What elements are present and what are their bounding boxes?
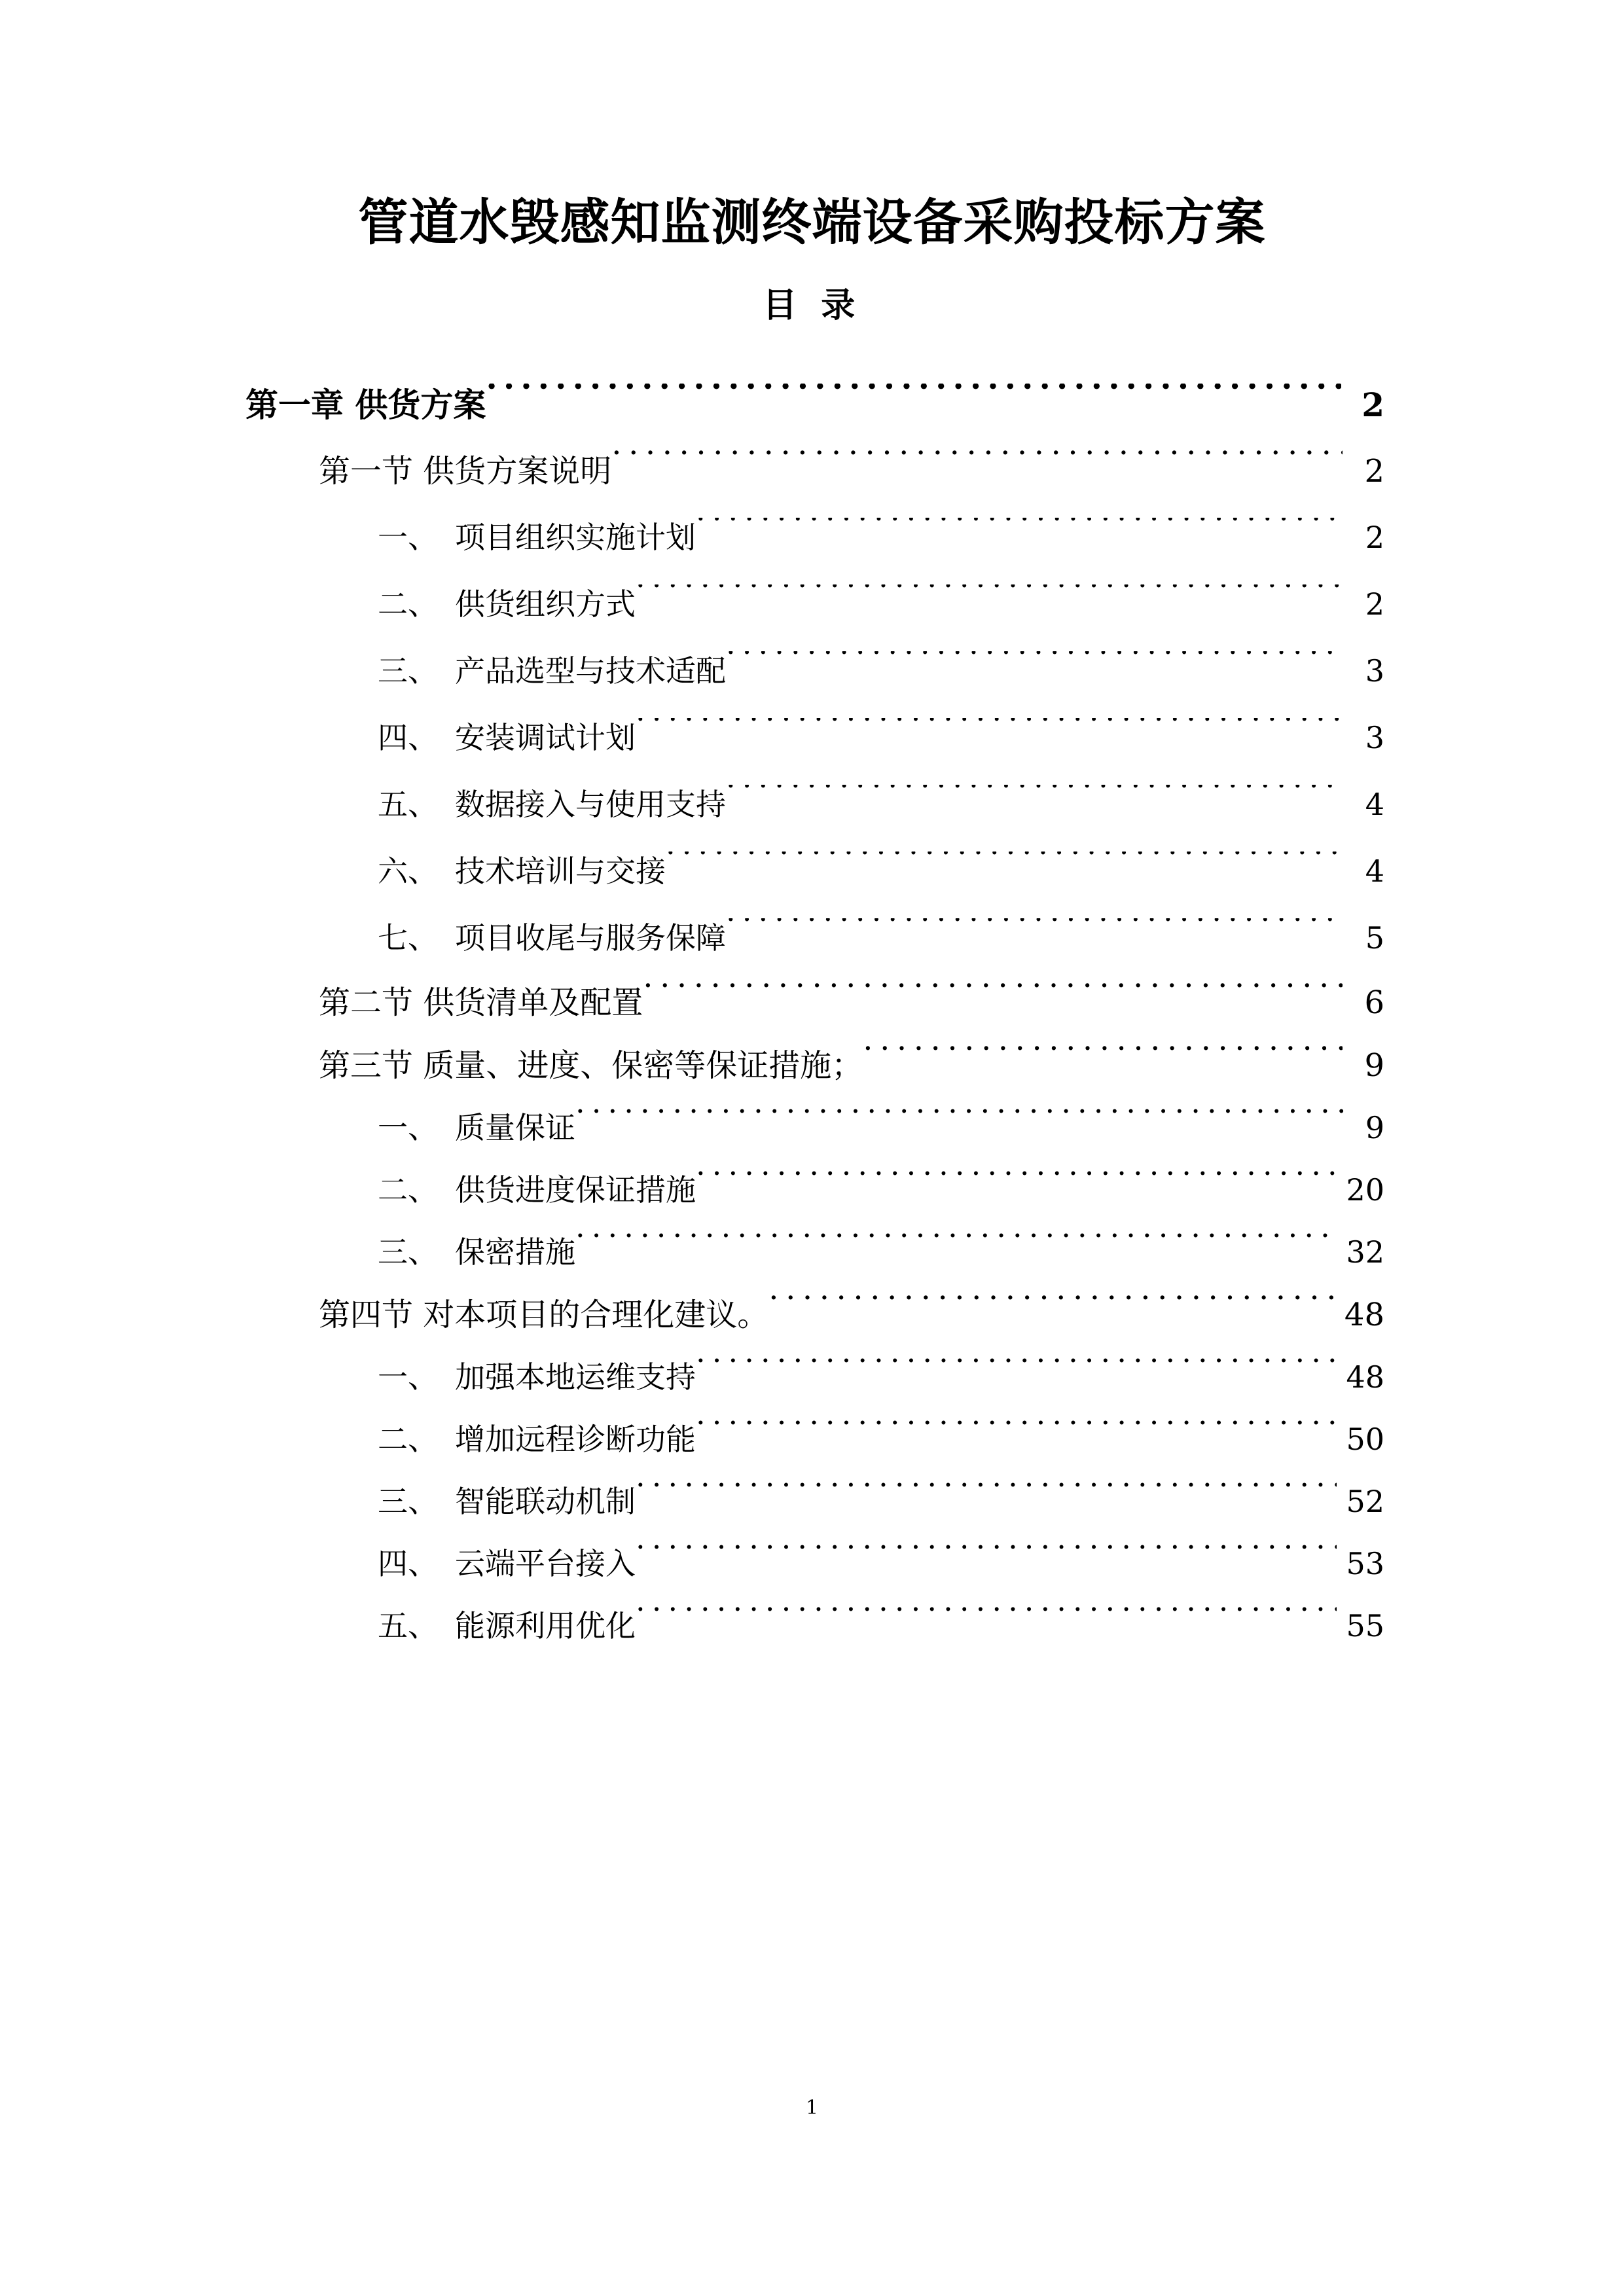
toc-entry-label: 项目收尾与服务保障 (455, 920, 726, 956)
toc-dot-leader (696, 1357, 1337, 1388)
toc-entry-level-3[interactable] (378, 504, 1384, 571)
toc-dot-leader (726, 918, 1344, 948)
toc-entry-number: 五、 (378, 787, 438, 822)
toc-entry-label: 技术培训与交接 (455, 853, 666, 889)
toc-entry-label: 云端平台接入 (455, 1546, 636, 1581)
toc-dot-leader (696, 518, 1344, 548)
toc-entry-page-number: 53 (1346, 1546, 1384, 1581)
toc-entry-level-3[interactable] (378, 1159, 1384, 1221)
toc-dot-leader (575, 1108, 1344, 1138)
toc-entry-number: 二、 (378, 1172, 438, 1208)
toc-entry-number: 五、 (378, 1608, 438, 1643)
toc-dot-leader (636, 1606, 1337, 1636)
toc-entry-number: 七、 (378, 920, 438, 956)
toc-entry-label: 产品选型与技术适配 (455, 653, 726, 689)
toc-dot-leader (611, 450, 1343, 482)
toc-entry-page-number: 2 (1362, 386, 1384, 424)
toc-entry-level-2[interactable] (319, 439, 1384, 504)
toc-entry-level-3[interactable] (378, 1221, 1384, 1283)
toc-entry-page-number: 6 (1364, 984, 1384, 1021)
toc-entry-label: 第二节 供货清单及配置 (319, 984, 643, 1021)
toc-entry-number: 二、 (378, 1422, 438, 1457)
toc-entry-page-number: 2 (1365, 520, 1384, 555)
toc-entry-page-number: 2 (1365, 586, 1384, 622)
toc-entry-label: 保密措施 (455, 1234, 575, 1270)
toc-entry-page-number: 4 (1365, 787, 1384, 822)
toc-entry-label: 质量保证 (455, 1110, 575, 1145)
toc-entry-page-number: 48 (1346, 1359, 1384, 1395)
table-of-contents (245, 372, 1384, 1657)
page-title: 管道水毁感知监测终端设备采购投标方案 (358, 193, 1266, 251)
toc-entry-level-3[interactable] (378, 1097, 1384, 1159)
toc-dot-leader (726, 651, 1344, 681)
toc-entry-number: 三、 (378, 653, 438, 689)
toc-dot-leader (666, 852, 1344, 882)
toc-entry-level-2[interactable] (319, 1034, 1384, 1097)
toc-entry-page-number: 48 (1344, 1297, 1384, 1333)
toc-heading: 目 录 (763, 285, 861, 325)
toc-entry-label: 数据接入与使用支持 (455, 787, 726, 822)
toc-entry-page-number: 9 (1365, 1110, 1384, 1145)
toc-entry-label: 第一节 供货方案说明 (319, 453, 612, 490)
toc-entry-page-number: 50 (1346, 1422, 1384, 1457)
toc-entry-level-3[interactable] (378, 1595, 1384, 1657)
toc-entry-label: 增加远程诊断功能 (455, 1422, 696, 1457)
toc-entry-level-1[interactable] (245, 372, 1384, 439)
toc-entry-page-number: 52 (1346, 1484, 1384, 1519)
toc-entry-page-number: 3 (1365, 653, 1384, 689)
toc-entry-number: 三、 (378, 1484, 438, 1519)
toc-entry-number: 四、 (378, 720, 438, 755)
toc-dot-leader (636, 718, 1344, 748)
toc-entry-level-3[interactable] (378, 571, 1384, 637)
toc-dot-leader (636, 584, 1344, 615)
toc-entry-number: 三、 (378, 1234, 438, 1270)
toc-entry-page-number: 9 (1364, 1047, 1384, 1084)
toc-dot-leader (696, 1420, 1337, 1450)
toc-entry-label: 第三节 质量、进度、保密等保证措施； (319, 1047, 863, 1084)
toc-entry-label: 供货组织方式 (455, 586, 636, 622)
toc-entry-number: 四、 (378, 1546, 438, 1581)
toc-dot-leader (768, 1294, 1335, 1325)
toc-entry-page-number: 20 (1346, 1172, 1384, 1208)
toc-entry-level-3[interactable] (378, 704, 1384, 771)
toc-entry-number: 六、 (378, 853, 438, 889)
toc-dot-leader (863, 1045, 1343, 1076)
toc-entry-level-3[interactable] (378, 1533, 1384, 1595)
toc-entry-page-number: 4 (1365, 853, 1384, 889)
toc-entry-label: 加强本地运维支持 (455, 1359, 696, 1395)
toc-entry-level-2[interactable] (319, 1283, 1384, 1346)
toc-dot-leader (726, 785, 1344, 815)
toc-entry-label: 供货进度保证措施 (455, 1172, 696, 1208)
toc-entry-level-3[interactable] (378, 1408, 1384, 1471)
toc-entry-page-number: 2 (1364, 453, 1384, 490)
toc-entry-level-3[interactable] (378, 1471, 1384, 1533)
toc-entry-level-3[interactable] (378, 771, 1384, 838)
toc-entry-label: 能源利用优化 (455, 1608, 636, 1643)
toc-entry-level-3[interactable] (378, 838, 1384, 905)
toc-entry-number: 一、 (378, 1359, 438, 1395)
toc-entry-level-3[interactable] (378, 1346, 1384, 1408)
toc-entry-label: 项目组织实施计划 (455, 520, 696, 555)
toc-dot-leader (636, 1482, 1337, 1512)
toc-dot-leader (575, 1232, 1337, 1263)
toc-entry-level-2[interactable] (319, 971, 1384, 1034)
toc-entry-number: 一、 (378, 1110, 438, 1145)
toc-entry-label: 智能联动机制 (455, 1484, 636, 1519)
toc-dot-leader (486, 384, 1341, 416)
toc-entry-level-3[interactable] (378, 637, 1384, 704)
toc-entry-level-3[interactable] (378, 905, 1384, 971)
toc-entry-page-number: 5 (1365, 920, 1384, 956)
toc-entry-label: 第四节 对本项目的合理化建议。 (319, 1297, 769, 1333)
toc-entry-label: 第一章 供货方案 (245, 386, 486, 424)
toc-entry-page-number: 3 (1365, 720, 1384, 755)
footer-page-number: 1 (805, 2096, 819, 2119)
toc-entry-page-number: 32 (1346, 1234, 1384, 1270)
toc-entry-label: 安装调试计划 (455, 720, 636, 755)
toc-entry-number: 一、 (378, 520, 438, 555)
toc-dot-leader (643, 982, 1343, 1013)
toc-dot-leader (636, 1544, 1337, 1574)
toc-entry-number: 二、 (378, 586, 438, 622)
toc-dot-leader (696, 1170, 1337, 1200)
toc-entry-page-number: 55 (1346, 1608, 1384, 1643)
